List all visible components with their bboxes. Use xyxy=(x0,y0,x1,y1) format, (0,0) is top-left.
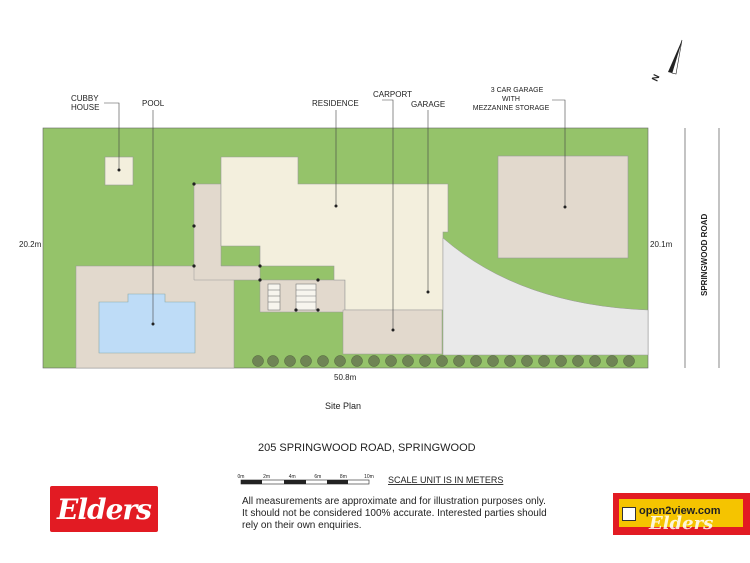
scale-tick-label: 10m xyxy=(364,474,374,480)
hedge-tree xyxy=(253,356,264,367)
hedge-tree xyxy=(522,356,533,367)
hedge-tree xyxy=(318,356,329,367)
hedge-tree xyxy=(590,356,601,367)
north-label: N xyxy=(649,72,662,83)
hedge-tree xyxy=(352,356,363,367)
label-3-car-garage-line1: 3 CAR GARAGE xyxy=(490,87,544,94)
scale-tick-label: 8m xyxy=(339,474,347,480)
label-garage: GARAGE xyxy=(411,100,446,109)
site-plan-caption: Site Plan xyxy=(325,401,362,411)
hedge-tree xyxy=(505,356,516,367)
hedge-tree xyxy=(573,356,584,367)
hedge-tree xyxy=(335,356,346,367)
three-car-garage xyxy=(498,156,628,258)
open2view-logo-subtext: Elders xyxy=(649,513,714,534)
scale-tick-label: 2m xyxy=(263,474,271,480)
hedge-tree xyxy=(539,356,550,367)
road-label: SPRINGWOOD ROAD xyxy=(700,213,709,296)
hedge-tree xyxy=(386,356,397,367)
hedge-trees xyxy=(253,356,635,367)
open2view-logo xyxy=(613,493,750,535)
label-cubby-house-line2: HOUSE xyxy=(71,103,100,112)
hedge-tree xyxy=(471,356,482,367)
carport xyxy=(343,310,442,354)
scale-tick-label: 4m xyxy=(288,474,296,480)
scale-tick-label: 6m xyxy=(314,474,322,480)
hedge-tree xyxy=(607,356,618,367)
address-caption: 205 SPRINGWOOD ROAD, SPRINGWOOD xyxy=(258,442,476,454)
hedge-tree xyxy=(556,356,567,367)
hedge-tree xyxy=(420,356,431,367)
elders-logo xyxy=(50,486,158,532)
label-cubby-house-line1: CUBBY xyxy=(71,94,99,103)
dimension-right: 20.1m xyxy=(650,240,673,249)
elders-logo-text: Elders xyxy=(57,493,151,526)
open2view-logo-text: open2view.com xyxy=(639,505,721,517)
label-pool: POOL xyxy=(142,99,165,108)
label-residence: RESIDENCE xyxy=(312,99,359,108)
dimension-left: 20.2m xyxy=(19,240,42,249)
hedge-tree xyxy=(369,356,380,367)
hedge-tree xyxy=(437,356,448,367)
open2view-logo-panel xyxy=(619,499,743,534)
hedge-tree xyxy=(285,356,296,367)
pool xyxy=(99,294,195,353)
scale-bar xyxy=(241,480,369,484)
scale-tick-label: 0m xyxy=(237,474,245,480)
label-3-car-garage-line3: MEZZANINE STORAGE xyxy=(472,105,550,112)
scale-unit-caption: SCALE UNIT IS IN METERS xyxy=(388,475,504,485)
hedge-tree xyxy=(268,356,279,367)
hedge-tree xyxy=(301,356,312,367)
house-icon xyxy=(622,507,636,521)
north-arrow-icon xyxy=(650,40,682,83)
scale-bar-ticks xyxy=(238,474,374,480)
hedge-tree xyxy=(624,356,635,367)
label-carport: CARPORT xyxy=(373,90,412,99)
hedge-tree xyxy=(454,356,465,367)
hedge-tree xyxy=(403,356,414,367)
label-3-car-garage-line2: WITH xyxy=(502,96,520,103)
hedge-tree xyxy=(488,356,499,367)
dimension-bottom: 50.8m xyxy=(334,373,357,382)
disclaimer-text: All measurements are approximate and for illustration purposes only. It should not be considered 100% accurate. Interested parties should rely on their own enquiries. xyxy=(242,496,547,531)
